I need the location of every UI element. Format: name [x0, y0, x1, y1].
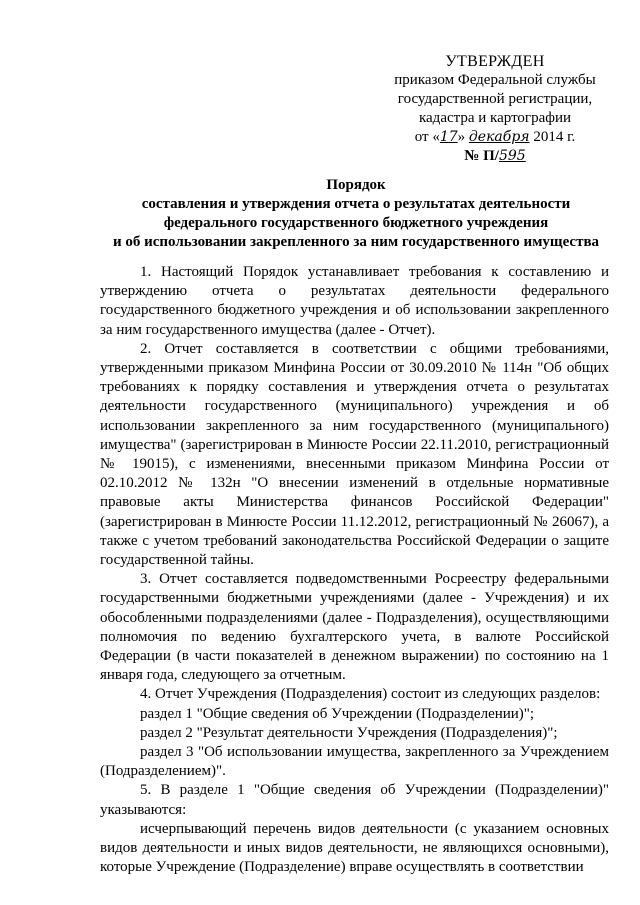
document-title — [96, 176, 616, 252]
section-item-2: раздел 2 "Результат деятельности Учреждения (Подразделения)"; — [140, 724, 558, 741]
section-item-3: раздел 3 "Об использовании имущества, закрепленного за Учреждением (Подразделением)". — [100, 744, 609, 780]
approval-date — [385, 128, 605, 147]
date-prefix: от « — [414, 129, 440, 145]
section-item-1: раздел 1 "Общие сведения об Учреждении (Подразделении)"; — [140, 705, 535, 722]
paragraph-5-item: исчерпывающий перечень видов деятельности (с указанием основных видов деятельности и иных видов деятельности, не являющихся основными), которые Учреждение (Подразделение) вправе осуществлять в соответствии — [100, 820, 609, 876]
number-prefix: № П/ — [464, 148, 499, 164]
date-mid: » — [457, 129, 469, 145]
approval-line-1: приказом Федеральной службы — [394, 72, 596, 88]
title-line-3: и об использовании закрепленного за ним государственного имущества — [112, 234, 600, 250]
date-suffix: 2014 г. — [529, 129, 576, 145]
title-word: Порядок — [326, 177, 386, 193]
approval-line-3: кадастра и картографии — [418, 110, 572, 126]
paragraph-2: 2. Отчет составляется в соответствии с общими требованиями, утвержденными приказом Минфина России от 30.09.2010 № 114н "Об общих требованиях к порядку составления и утверждения отчета о результатах деятельности государственного (муниципального) учреждения и об использовании закрепленного за ним государственного (муниципального) имущества" (зарегистрирован в Минюсте России 22.11.2010, регистрационный № 19015), с изменениями, внесенными приказом Минфина России от 02.10.2012 № 132н "О внесении изменений в отдельные нормативные правовые акты Министерства финансов Российской Федерации" (зарегистрирован в Минюсте России 11.12.2012, регистрационный № 26067), а также с учетом требований законодательства Российской Федерации о защите государственной тайны. — [100, 340, 609, 569]
title-line-1: составления и утверждения отчета о результатах деятельности — [141, 196, 571, 212]
title-line-2: федерального государственного бюджетного учреждения — [163, 215, 549, 231]
date-month-handwritten: декабря — [468, 129, 530, 145]
approval-heading: УТВЕРЖДЕН — [445, 53, 545, 70]
document-body — [100, 263, 609, 878]
paragraph-4: 4. Отчет Учреждения (Подразделения) состоит из следующих разделов: — [140, 686, 601, 703]
number-handwritten: 595 — [498, 148, 526, 164]
paragraph-1: 1. Настоящий Порядок устанавливает требования к составлению и утверждению отчета о результатах деятельности федерального государственного бюджетного учреждения и об использовании закрепленного за ним государственного имущества (далее - Отчет). — [100, 264, 609, 338]
paragraph-5: 5. В разделе 1 "Общие сведения об Учреждении (Подразделении)" указываются: — [100, 782, 609, 818]
approval-stamp — [385, 52, 605, 166]
date-day-handwritten: 17 — [439, 129, 458, 145]
paragraph-3: 3. Отчет составляется подведомственными Росреестру федеральными государственными бюджетными учреждениями (далее - Учреждения) и их обособленными подразделениями (далее - Подразделения), осуществляющими полномочия по ведению бухгалтерского учета, в валюте Российской Федерации (в части показателей в денежном выражении) по состоянию на 1 января года, следующего за отчетным. — [100, 571, 609, 684]
approval-line-2: государственной регистрации, — [397, 91, 593, 107]
approval-number — [385, 147, 605, 166]
